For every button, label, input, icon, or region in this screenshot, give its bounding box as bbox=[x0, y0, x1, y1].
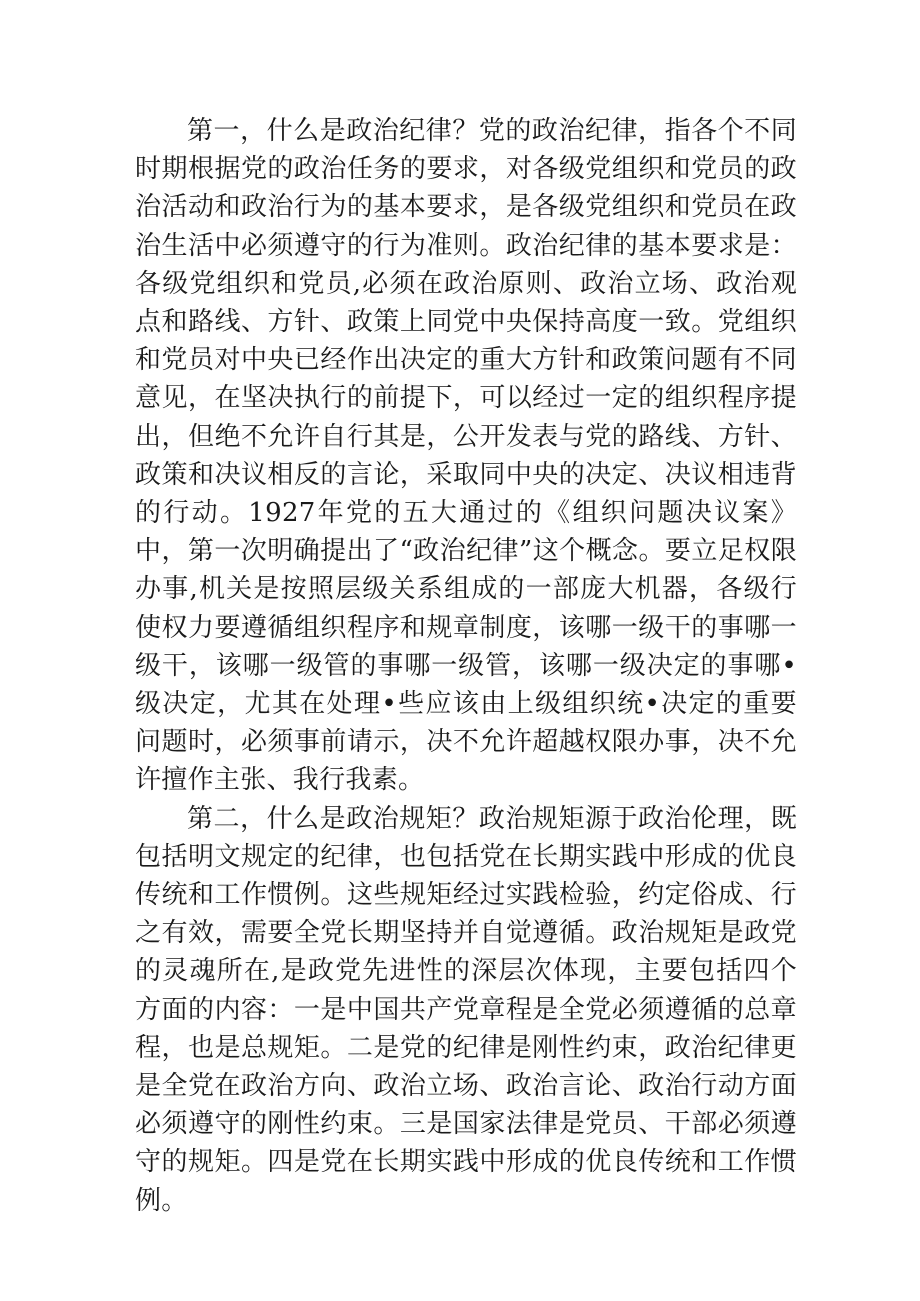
paragraph-political-rules: 第二，什么是政治规矩？政治规矩源于政治伦理，既包括明文规定的纪律，也包括党在长期实践中形成的优良传统和工作惯例。这些规矩经过实践检验，约定俗成、行之有效，需要全党长期坚持并自觉遵循。政治规矩是政党的灵魂所在,是政党先进性的深层次体现，主要包括四个方面的内容：一是中国共产党章程是全党必须遵循的总章程，也是总规矩。二是党的纪律是刚性约束，政治纪律更是全党在政治方向、政治立场、政治言论、政治行动方面必须遵守的刚性约束。三是国家法律是党员、干部必须遵守的规矩。四是党在长期实践中形成的优良传统和工作惯例。 bbox=[135, 803, 797, 1216]
paragraph-political-discipline: 第一，什么是政治纪律？党的政治纪律，指各个不同时期根据党的政治任务的要求，对各级党组织和党员的政治活动和政治行为的基本要求，是各级党组织和党员在政治生活中必须遵守的行为准则。政治纪律的基本要求是：各级党组织和党员,必须在政治原则、政治立场、政治观点和路线、方针、政策上同党中央保持高度一致。党组织和党员对中央已经作出决定的重大方针和政策问题有不同意见，在坚决执行的前提下，可以经过一定的组织程序提出，但绝不允许自行其是，公开发表与党的路线、方针、政策和决议相反的言论，采取同中央的决定、决议相违背的行动。1927年党的五大通过的《组织问题决议案》中，第一次明确提出了“政治纪律”这个概念。要立足权限办事,机关是按照层级关系组成的一部庞大机器，各级行使权力要遵循组织程序和规章制度，该哪一级干的事哪一级干，该哪一级管的事哪一级管，该哪一级决定的事哪•级决定，尤其在处理•些应该由上级组织统•决定的重要问题时，必须事前请示，决不允许超越权限办事，决不允许擅作主张、我行我素。 bbox=[135, 116, 797, 796]
document-body bbox=[135, 112, 797, 1220]
